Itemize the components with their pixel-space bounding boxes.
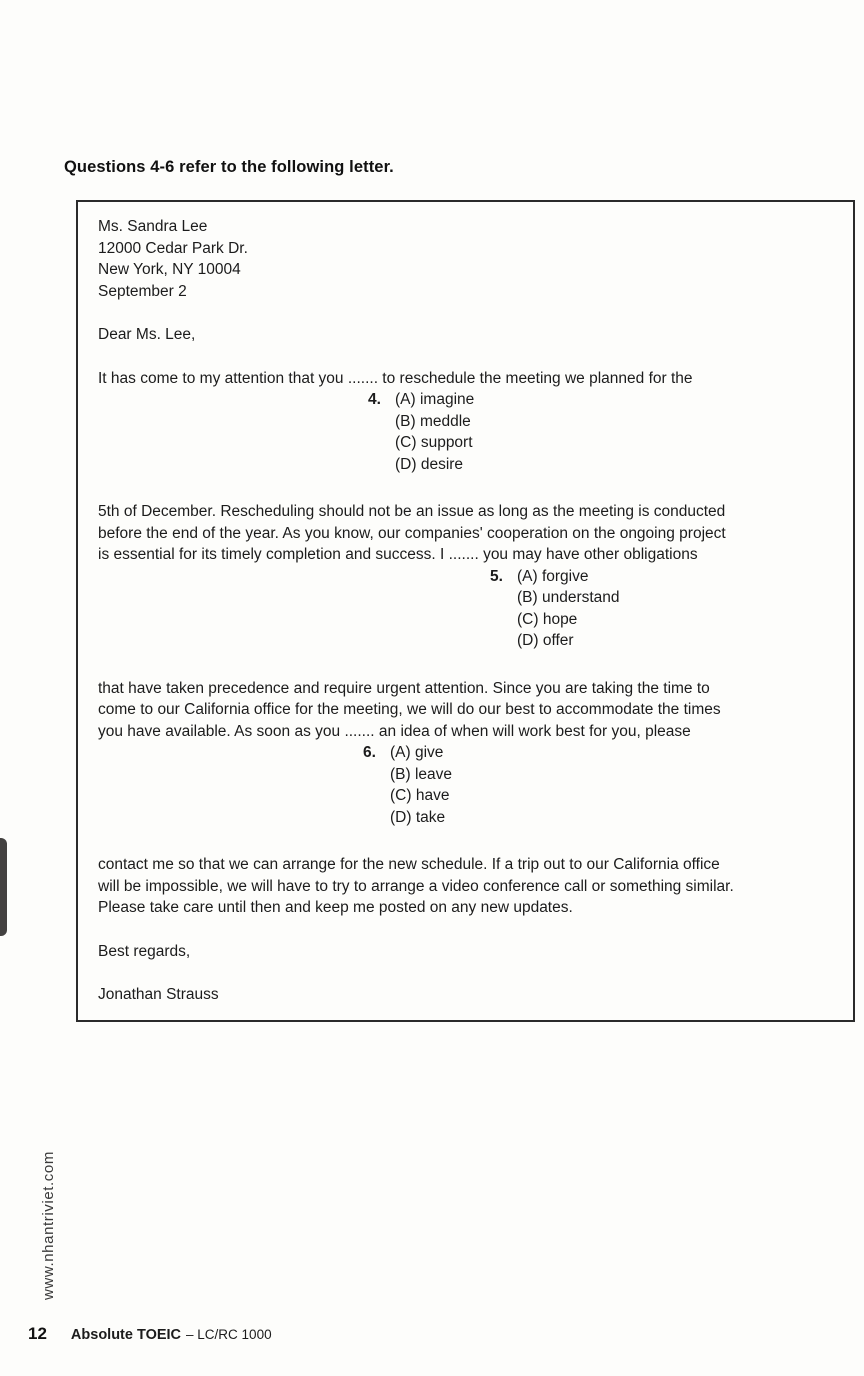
option-label: (B) leave [390, 765, 453, 783]
option-label: (D) offer [517, 632, 574, 649]
sender-name: Ms. Sandra Lee [98, 218, 208, 235]
question-4-option-b [368, 411, 837, 433]
body-line: Please take care until then and keep me posted on any new updates. [98, 899, 573, 916]
question-4-option-a [368, 389, 837, 411]
salutation: Dear Ms. Lee, [98, 326, 196, 343]
question-5-option-a [490, 566, 837, 588]
question-4-option-d [368, 454, 837, 476]
sender-street: 12000 Cedar Park Dr. [98, 239, 248, 257]
body-line: come to our California office for the meeting, we will do our best to accommodate the times [98, 701, 721, 718]
sender-address-block [98, 216, 837, 302]
body-line: contact me so that we can arrange for the new schedule. If a trip out to our California office [98, 856, 720, 873]
letter-signature: Jonathan Strauss [98, 986, 219, 1003]
option-label: (D) desire [395, 455, 464, 473]
option-label: (C) hope [517, 610, 578, 628]
option-label: (A) give [390, 744, 444, 761]
body-line: 5th of December. Rescheduling should not be an issue as long as the meeting is conducted [98, 503, 726, 520]
question-5-option-d [490, 630, 837, 652]
question-5-number: 5. [490, 567, 503, 585]
question-6-option-c [363, 785, 837, 807]
letter-closing: Best regards, [98, 942, 191, 960]
question-6 [363, 742, 837, 828]
letter-content [98, 216, 837, 1006]
option-label: (D) take [390, 808, 446, 826]
letter-paragraph-3 [98, 678, 837, 743]
publisher-watermark: www.nhantriviet.com [40, 1151, 57, 1300]
body-line: It has come to my attention that you ....... to reschedule the meeting we planned for the [98, 369, 693, 387]
option-label: (A) forgive [517, 567, 589, 585]
letter-date: September 2 [98, 282, 187, 300]
letter-paragraph-1 [98, 368, 837, 390]
question-5-option-c [490, 609, 837, 631]
option-label: (B) meddle [395, 412, 471, 430]
questions-header: Questions 4-6 refer to the following letter. [64, 158, 394, 176]
letter-box [76, 200, 855, 1022]
option-label: (C) have [390, 787, 450, 804]
question-6-number: 6. [363, 744, 376, 761]
question-4-option-c [368, 432, 837, 454]
body-line: that have taken precedence and require urgent attention. Since you are taking the time to [98, 679, 710, 697]
question-6-option-a [363, 742, 837, 764]
option-label: (C) support [395, 434, 473, 451]
body-line: is essential for its timely completion and success. I ....... you may have other obligations [98, 546, 698, 563]
book-subtitle: – LC/RC 1000 [186, 1327, 272, 1342]
question-4 [368, 389, 837, 475]
question-5-option-b [490, 587, 837, 609]
scan-edge-artifact [0, 838, 7, 936]
book-title: Absolute TOEIC [70, 1327, 182, 1343]
page-footer [28, 1324, 272, 1344]
page-number: 12 [28, 1324, 47, 1343]
letter-paragraph-2 [98, 501, 837, 566]
letter-paragraph-4 [98, 854, 837, 919]
sender-city: New York, NY 10004 [98, 261, 241, 278]
option-label: (A) imagine [395, 391, 475, 408]
question-4-number: 4. [368, 391, 381, 408]
question-6-option-b [363, 764, 837, 786]
body-line: will be impossible, we will have to try to arrange a video conference call or something similar. [98, 877, 734, 895]
body-line: you have available. As soon as you ....... an idea of when will work best for you, please [98, 722, 691, 740]
option-label: (B) understand [517, 589, 620, 606]
question-6-option-d [363, 807, 837, 829]
body-line: before the end of the year. As you know, our companies' cooperation on the ongoing project [98, 524, 726, 542]
question-5 [490, 566, 837, 652]
